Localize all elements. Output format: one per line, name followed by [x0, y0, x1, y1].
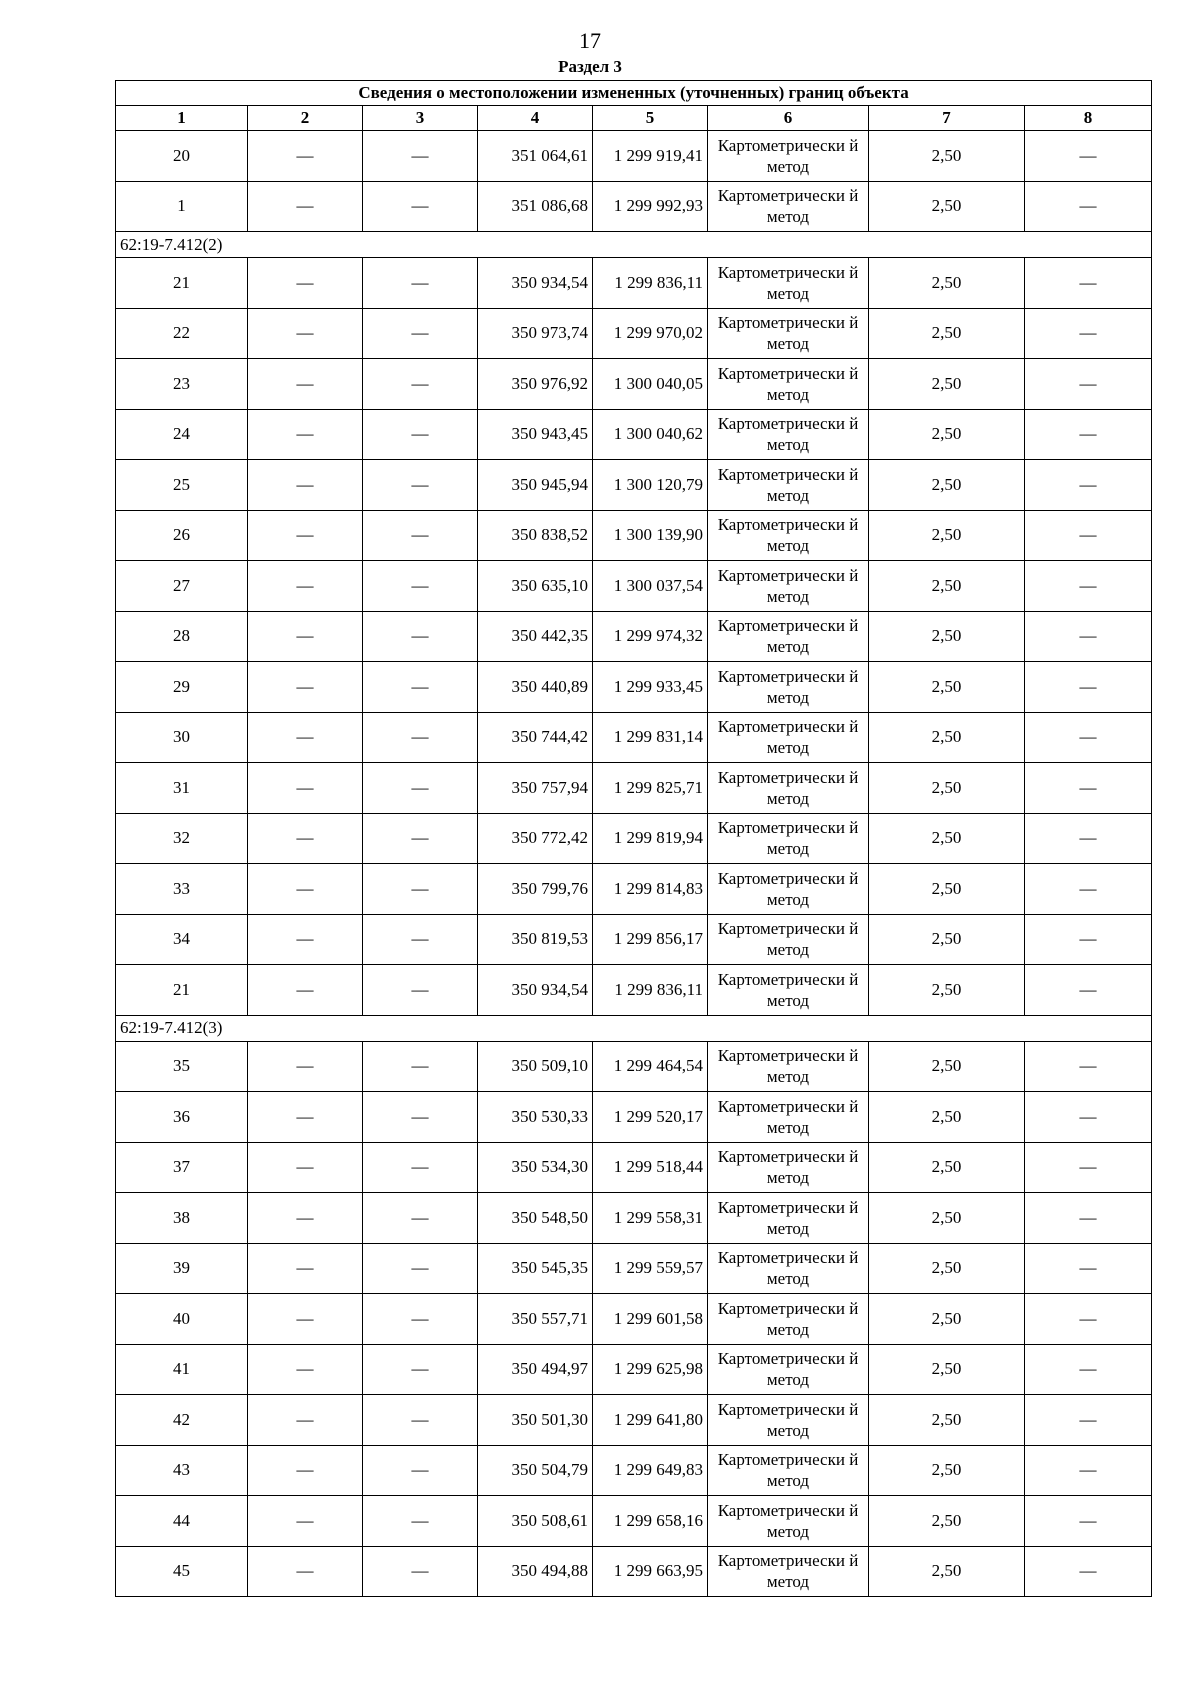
accuracy-cell: 2,50 — [869, 1041, 1025, 1092]
y-coordinate-cell: 1 299 933,45 — [593, 662, 708, 713]
accuracy-cell: 2,50 — [869, 1294, 1025, 1345]
col8-cell: — — [1025, 359, 1152, 410]
col3-cell: — — [363, 561, 478, 612]
col8-cell: — — [1025, 1294, 1152, 1345]
point-number-cell: 41 — [116, 1344, 248, 1395]
point-number-cell: 22 — [116, 308, 248, 359]
group-label: 62:19-7.412(3) — [116, 1015, 1152, 1041]
table-row — [116, 712, 1152, 763]
y-coordinate-cell: 1 299 520,17 — [593, 1092, 708, 1143]
table-row — [116, 1445, 1152, 1496]
boundary-coordinates-table — [115, 80, 1152, 1597]
method-cell: Картометрически й метод — [708, 1193, 869, 1244]
table-row — [116, 1243, 1152, 1294]
col2-cell: — — [248, 409, 363, 460]
col8-cell: — — [1025, 864, 1152, 915]
method-cell: Картометрически й метод — [708, 712, 869, 763]
accuracy-cell: 2,50 — [869, 460, 1025, 511]
table-row — [116, 1142, 1152, 1193]
accuracy-cell: 2,50 — [869, 409, 1025, 460]
col8-cell: — — [1025, 813, 1152, 864]
table-row — [116, 258, 1152, 309]
x-coordinate-cell: 350 509,10 — [478, 1041, 593, 1092]
method-cell: Картометрически й метод — [708, 1395, 869, 1446]
y-coordinate-cell: 1 299 649,83 — [593, 1445, 708, 1496]
point-number-cell: 38 — [116, 1193, 248, 1244]
col2-cell: — — [248, 965, 363, 1016]
section-title: Раздел 3 — [558, 57, 622, 76]
col3-cell: — — [363, 1395, 478, 1446]
table-row — [116, 864, 1152, 915]
table-row — [116, 1193, 1152, 1244]
col3-cell: — — [363, 763, 478, 814]
x-coordinate-cell: 350 934,54 — [478, 258, 593, 309]
method-cell: Картометрически й метод — [708, 1142, 869, 1193]
col8-cell: — — [1025, 1193, 1152, 1244]
col2-cell: — — [248, 1142, 363, 1193]
col2-cell: — — [248, 1243, 363, 1294]
accuracy-cell: 2,50 — [869, 258, 1025, 309]
col3-cell: — — [363, 1546, 478, 1597]
col8-cell: — — [1025, 308, 1152, 359]
point-number-cell: 36 — [116, 1092, 248, 1143]
method-cell: Картометрически й метод — [708, 1243, 869, 1294]
method-cell: Картометрически й метод — [708, 308, 869, 359]
accuracy-cell: 2,50 — [869, 813, 1025, 864]
col3-cell: — — [363, 1243, 478, 1294]
y-coordinate-cell: 1 299 558,31 — [593, 1193, 708, 1244]
column-number: 2 — [248, 106, 363, 131]
table-row — [116, 965, 1152, 1016]
table-row — [116, 359, 1152, 410]
method-cell: Картометрически й метод — [708, 1344, 869, 1395]
col8-cell: — — [1025, 1092, 1152, 1143]
y-coordinate-cell: 1 299 819,94 — [593, 813, 708, 864]
col2-cell: — — [248, 359, 363, 410]
col3-cell: — — [363, 308, 478, 359]
point-number-cell: 28 — [116, 611, 248, 662]
x-coordinate-cell: 351 086,68 — [478, 181, 593, 232]
method-cell: Картометрически й метод — [708, 1546, 869, 1597]
accuracy-cell: 2,50 — [869, 1243, 1025, 1294]
x-coordinate-cell: 351 064,61 — [478, 131, 593, 182]
col2-cell: — — [248, 510, 363, 561]
method-cell: Картометрически й метод — [708, 1445, 869, 1496]
accuracy-cell: 2,50 — [869, 965, 1025, 1016]
page-number: 17 — [579, 28, 601, 53]
col3-cell: — — [363, 359, 478, 410]
col2-cell: — — [248, 181, 363, 232]
method-cell: Картометрически й метод — [708, 813, 869, 864]
col2-cell: — — [248, 1546, 363, 1597]
col8-cell: — — [1025, 409, 1152, 460]
x-coordinate-cell: 350 945,94 — [478, 460, 593, 511]
method-cell: Картометрически й метод — [708, 864, 869, 915]
col3-cell: — — [363, 510, 478, 561]
method-cell: Картометрически й метод — [708, 662, 869, 713]
point-number-cell: 29 — [116, 662, 248, 713]
accuracy-cell: 2,50 — [869, 510, 1025, 561]
y-coordinate-cell: 1 299 658,16 — [593, 1496, 708, 1547]
point-number-cell: 21 — [116, 258, 248, 309]
col2-cell: — — [248, 712, 363, 763]
x-coordinate-cell: 350 976,92 — [478, 359, 593, 410]
point-number-cell: 20 — [116, 131, 248, 182]
y-coordinate-cell: 1 300 040,62 — [593, 409, 708, 460]
accuracy-cell: 2,50 — [869, 181, 1025, 232]
col8-cell: — — [1025, 1395, 1152, 1446]
col8-cell: — — [1025, 1142, 1152, 1193]
col8-cell: — — [1025, 611, 1152, 662]
table-row — [116, 763, 1152, 814]
accuracy-cell: 2,50 — [869, 1445, 1025, 1496]
col8-cell: — — [1025, 763, 1152, 814]
col2-cell: — — [248, 1193, 363, 1244]
y-coordinate-cell: 1 300 037,54 — [593, 561, 708, 612]
table-body — [116, 131, 1152, 1597]
table-row — [116, 1294, 1152, 1345]
x-coordinate-cell: 350 508,61 — [478, 1496, 593, 1547]
x-coordinate-cell: 350 772,42 — [478, 813, 593, 864]
col8-cell: — — [1025, 1546, 1152, 1597]
point-number-cell: 26 — [116, 510, 248, 561]
x-coordinate-cell: 350 530,33 — [478, 1092, 593, 1143]
col2-cell: — — [248, 1395, 363, 1446]
y-coordinate-cell: 1 300 040,05 — [593, 359, 708, 410]
x-coordinate-cell: 350 548,50 — [478, 1193, 593, 1244]
point-number-cell: 43 — [116, 1445, 248, 1496]
column-number: 1 — [116, 106, 248, 131]
col2-cell: — — [248, 914, 363, 965]
col8-cell: — — [1025, 460, 1152, 511]
col2-cell: — — [248, 561, 363, 612]
col3-cell: — — [363, 181, 478, 232]
point-number-cell: 44 — [116, 1496, 248, 1547]
y-coordinate-cell: 1 299 836,11 — [593, 258, 708, 309]
accuracy-cell: 2,50 — [869, 131, 1025, 182]
accuracy-cell: 2,50 — [869, 1546, 1025, 1597]
col2-cell: — — [248, 864, 363, 915]
col8-cell: — — [1025, 510, 1152, 561]
table-row — [116, 510, 1152, 561]
x-coordinate-cell: 350 757,94 — [478, 763, 593, 814]
column-number: 7 — [869, 106, 1025, 131]
point-number-cell: 27 — [116, 561, 248, 612]
table-row — [116, 1496, 1152, 1547]
method-cell: Картометрически й метод — [708, 131, 869, 182]
y-coordinate-cell: 1 299 518,44 — [593, 1142, 708, 1193]
table-row — [116, 131, 1152, 182]
method-cell: Картометрически й метод — [708, 1294, 869, 1345]
table-row — [116, 1092, 1152, 1143]
point-number-cell: 35 — [116, 1041, 248, 1092]
y-coordinate-cell: 1 299 464,54 — [593, 1041, 708, 1092]
accuracy-cell: 2,50 — [869, 359, 1025, 410]
col8-cell: — — [1025, 181, 1152, 232]
x-coordinate-cell: 350 501,30 — [478, 1395, 593, 1446]
method-cell: Картометрически й метод — [708, 914, 869, 965]
y-coordinate-cell: 1 299 970,02 — [593, 308, 708, 359]
point-number-cell: 34 — [116, 914, 248, 965]
col2-cell: — — [248, 1344, 363, 1395]
method-cell: Картометрически й метод — [708, 460, 869, 511]
point-number-cell: 40 — [116, 1294, 248, 1345]
accuracy-cell: 2,50 — [869, 662, 1025, 713]
column-number: 4 — [478, 106, 593, 131]
y-coordinate-cell: 1 299 825,71 — [593, 763, 708, 814]
col3-cell: — — [363, 1445, 478, 1496]
col3-cell: — — [363, 258, 478, 309]
point-number-cell: 31 — [116, 763, 248, 814]
y-coordinate-cell: 1 300 139,90 — [593, 510, 708, 561]
x-coordinate-cell: 350 819,53 — [478, 914, 593, 965]
y-coordinate-cell: 1 300 120,79 — [593, 460, 708, 511]
table-row — [116, 914, 1152, 965]
table-row — [116, 1344, 1152, 1395]
table-row — [116, 611, 1152, 662]
table-row — [116, 1041, 1152, 1092]
x-coordinate-cell: 350 744,42 — [478, 712, 593, 763]
col2-cell: — — [248, 131, 363, 182]
col3-cell: — — [363, 1092, 478, 1143]
table-row — [116, 460, 1152, 511]
col3-cell: — — [363, 864, 478, 915]
col8-cell: — — [1025, 914, 1152, 965]
y-coordinate-cell: 1 299 836,11 — [593, 965, 708, 1016]
accuracy-cell: 2,50 — [869, 1496, 1025, 1547]
method-cell: Картометрически й метод — [708, 1496, 869, 1547]
column-number: 8 — [1025, 106, 1152, 131]
method-cell: Картометрически й метод — [708, 510, 869, 561]
x-coordinate-cell: 350 934,54 — [478, 965, 593, 1016]
col3-cell: — — [363, 131, 478, 182]
x-coordinate-cell: 350 545,35 — [478, 1243, 593, 1294]
method-cell: Картометрически й метод — [708, 611, 869, 662]
accuracy-cell: 2,50 — [869, 1395, 1025, 1446]
accuracy-cell: 2,50 — [869, 712, 1025, 763]
col3-cell: — — [363, 1041, 478, 1092]
x-coordinate-cell: 350 494,97 — [478, 1344, 593, 1395]
method-cell: Картометрически й метод — [708, 181, 869, 232]
col2-cell: — — [248, 258, 363, 309]
table-row — [116, 308, 1152, 359]
col8-cell: — — [1025, 1041, 1152, 1092]
col2-cell: — — [248, 662, 363, 713]
point-number-cell: 23 — [116, 359, 248, 410]
point-number-cell: 21 — [116, 965, 248, 1016]
x-coordinate-cell: 350 838,52 — [478, 510, 593, 561]
x-coordinate-cell: 350 943,45 — [478, 409, 593, 460]
accuracy-cell: 2,50 — [869, 611, 1025, 662]
table-row — [116, 813, 1152, 864]
col8-cell: — — [1025, 1243, 1152, 1294]
col2-cell: — — [248, 1445, 363, 1496]
col8-cell: — — [1025, 1445, 1152, 1496]
col2-cell: — — [248, 1041, 363, 1092]
col2-cell: — — [248, 308, 363, 359]
point-number-cell: 30 — [116, 712, 248, 763]
col2-cell: — — [248, 1092, 363, 1143]
col3-cell: — — [363, 813, 478, 864]
col3-cell: — — [363, 1294, 478, 1345]
col3-cell: — — [363, 460, 478, 511]
col8-cell: — — [1025, 662, 1152, 713]
col3-cell: — — [363, 914, 478, 965]
point-number-cell: 32 — [116, 813, 248, 864]
point-number-cell: 24 — [116, 409, 248, 460]
col3-cell: — — [363, 611, 478, 662]
x-coordinate-cell: 350 534,30 — [478, 1142, 593, 1193]
accuracy-cell: 2,50 — [869, 561, 1025, 612]
x-coordinate-cell: 350 799,76 — [478, 864, 593, 915]
method-cell: Картометрически й метод — [708, 409, 869, 460]
x-coordinate-cell: 350 635,10 — [478, 561, 593, 612]
col2-cell: — — [248, 1294, 363, 1345]
y-coordinate-cell: 1 299 559,57 — [593, 1243, 708, 1294]
y-coordinate-cell: 1 299 663,95 — [593, 1546, 708, 1597]
point-number-cell: 1 — [116, 181, 248, 232]
y-coordinate-cell: 1 299 856,17 — [593, 914, 708, 965]
col8-cell: — — [1025, 712, 1152, 763]
accuracy-cell: 2,50 — [869, 1142, 1025, 1193]
col3-cell: — — [363, 1193, 478, 1244]
x-coordinate-cell: 350 557,71 — [478, 1294, 593, 1345]
table-row — [116, 662, 1152, 713]
x-coordinate-cell: 350 504,79 — [478, 1445, 593, 1496]
method-cell: Картометрически й метод — [708, 359, 869, 410]
y-coordinate-cell: 1 299 831,14 — [593, 712, 708, 763]
col3-cell: — — [363, 1142, 478, 1193]
method-cell: Картометрически й метод — [708, 258, 869, 309]
accuracy-cell: 2,50 — [869, 308, 1025, 359]
col8-cell: — — [1025, 258, 1152, 309]
point-number-cell: 33 — [116, 864, 248, 915]
accuracy-cell: 2,50 — [869, 1092, 1025, 1143]
y-coordinate-cell: 1 299 974,32 — [593, 611, 708, 662]
method-cell: Картометрически й метод — [708, 1041, 869, 1092]
accuracy-cell: 2,50 — [869, 763, 1025, 814]
table-caption: Сведения о местоположении измененных (уточненных) границ объекта — [116, 81, 1152, 106]
col8-cell: — — [1025, 1496, 1152, 1547]
accuracy-cell: 2,50 — [869, 1344, 1025, 1395]
col8-cell: — — [1025, 1344, 1152, 1395]
method-cell: Картометрически й метод — [708, 561, 869, 612]
col2-cell: — — [248, 763, 363, 814]
col2-cell: — — [248, 460, 363, 511]
col3-cell: — — [363, 712, 478, 763]
y-coordinate-cell: 1 299 919,41 — [593, 131, 708, 182]
table-row — [116, 181, 1152, 232]
column-number: 5 — [593, 106, 708, 131]
y-coordinate-cell: 1 299 992,93 — [593, 181, 708, 232]
col8-cell: — — [1025, 561, 1152, 612]
col8-cell: — — [1025, 131, 1152, 182]
point-number-cell: 37 — [116, 1142, 248, 1193]
y-coordinate-cell: 1 299 601,58 — [593, 1294, 708, 1345]
accuracy-cell: 2,50 — [869, 1193, 1025, 1244]
y-coordinate-cell: 1 299 625,98 — [593, 1344, 708, 1395]
col3-cell: — — [363, 1344, 478, 1395]
method-cell: Картометрически й метод — [708, 763, 869, 814]
col2-cell: — — [248, 611, 363, 662]
group-label: 62:19-7.412(2) — [116, 232, 1152, 258]
column-number: 6 — [708, 106, 869, 131]
group-row — [116, 232, 1152, 258]
group-row — [116, 1015, 1152, 1041]
x-coordinate-cell: 350 442,35 — [478, 611, 593, 662]
column-number: 3 — [363, 106, 478, 131]
x-coordinate-cell: 350 494,88 — [478, 1546, 593, 1597]
x-coordinate-cell: 350 973,74 — [478, 308, 593, 359]
col3-cell: — — [363, 409, 478, 460]
col2-cell: — — [248, 813, 363, 864]
table-row — [116, 1546, 1152, 1597]
col3-cell: — — [363, 1496, 478, 1547]
point-number-cell: 25 — [116, 460, 248, 511]
point-number-cell: 42 — [116, 1395, 248, 1446]
table-row — [116, 1395, 1152, 1446]
method-cell: Картометрически й метод — [708, 1092, 869, 1143]
col3-cell: — — [363, 965, 478, 1016]
method-cell: Картометрически й метод — [708, 965, 869, 1016]
accuracy-cell: 2,50 — [869, 864, 1025, 915]
y-coordinate-cell: 1 299 814,83 — [593, 864, 708, 915]
point-number-cell: 39 — [116, 1243, 248, 1294]
col8-cell: — — [1025, 965, 1152, 1016]
table-row — [116, 561, 1152, 612]
point-number-cell: 45 — [116, 1546, 248, 1597]
col3-cell: — — [363, 662, 478, 713]
col2-cell: — — [248, 1496, 363, 1547]
y-coordinate-cell: 1 299 641,80 — [593, 1395, 708, 1446]
table-row — [116, 409, 1152, 460]
accuracy-cell: 2,50 — [869, 914, 1025, 965]
x-coordinate-cell: 350 440,89 — [478, 662, 593, 713]
